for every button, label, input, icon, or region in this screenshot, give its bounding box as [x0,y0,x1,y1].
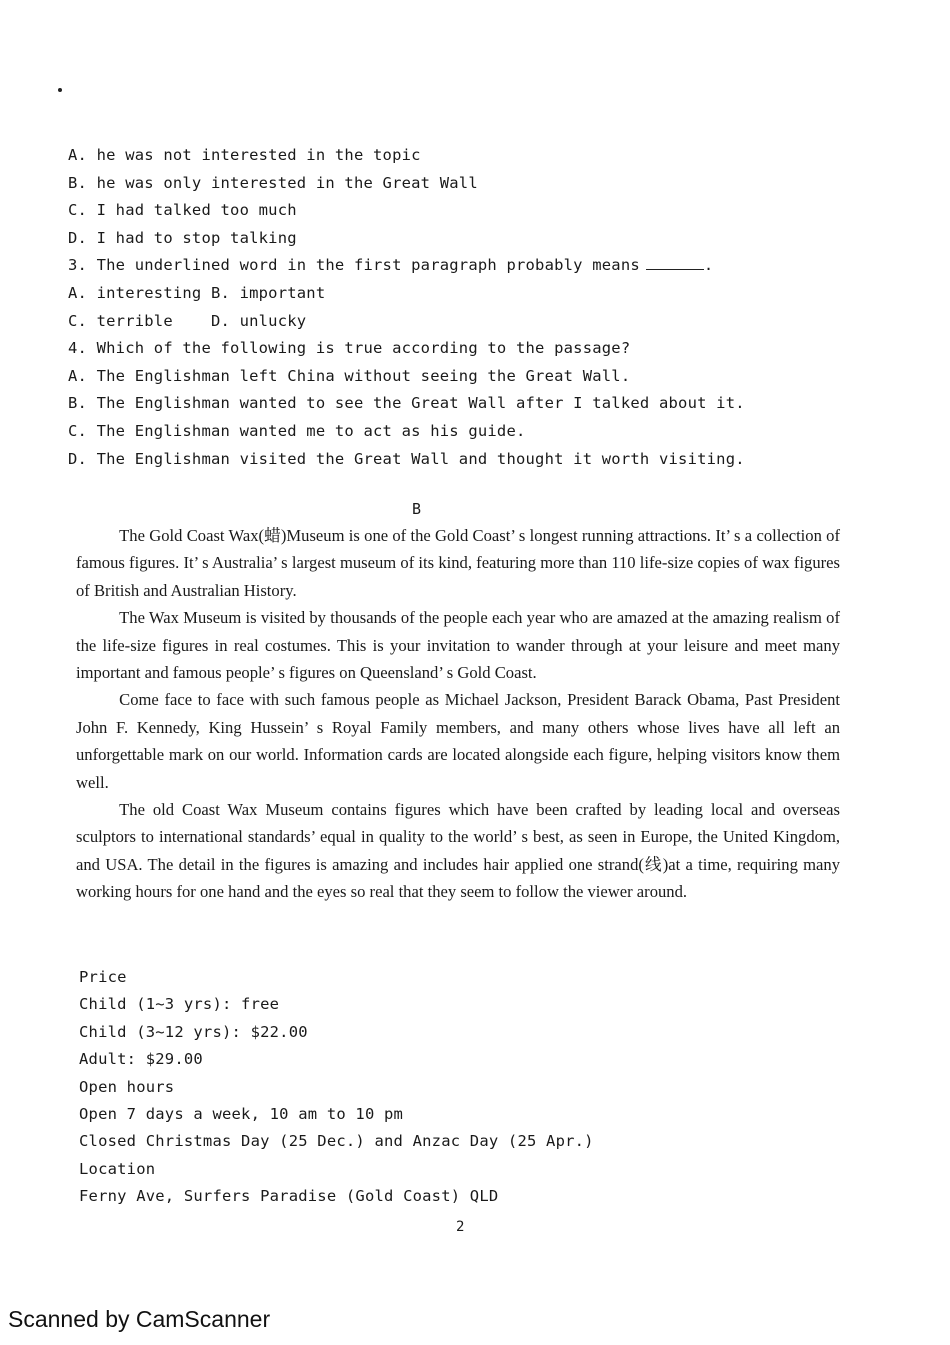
q4-option-b: B. The Englishman wanted to see the Great Wall after I talked about it. [68,394,745,413]
hours-closed: Closed Christmas Day (25 Dec.) and Anzac Day (25 Apr.) [79,1132,594,1151]
hours-heading: Open hours [79,1077,175,1096]
question-options-block [68,142,768,473]
q4-option-c: C. The Englishman wanted me to act as his guide. [68,421,526,440]
hours-open: Open 7 days a week, 10 am to 10 pm [79,1105,404,1124]
passage [76,522,840,906]
q3-option-ab: A. interesting B. important [68,283,326,302]
question-4: 4. Which of the following is true according to the passage? [68,339,631,358]
location-address: Ferny Ave, Surfers Paradise (Gold Coast) QLD [79,1187,499,1206]
option-d: D. I had to stop talking [68,228,297,247]
question-3 [68,252,768,280]
option-b: B. he was only interested in the Great Wall [68,173,478,192]
price-adult: Adult: $29.00 [79,1050,203,1069]
page-number: 2 [456,1219,465,1235]
question-3-text: 3. The underlined word in the first paragraph probably means [68,256,640,275]
question-3-end: . [703,256,714,275]
q4-option-d: D. The Englishman visited the Great Wall and thought it worth visiting. [68,449,745,468]
scan-speck [58,88,62,92]
q3-option-cd: C. terrible D. unlucky [68,311,307,330]
price-child-young: Child (1~3 yrs): free [79,995,280,1014]
option-c: C. I had talked too much [68,201,297,220]
paragraph: The Wax Museum is visited by thousands of the people each year who are amazed at the amazing realism of the life-size figures in real costumes. This is your invitation to wander through at your leisure and meet many important and famous people’ s figures on Queensland’ s Gold Coast. [76,608,840,683]
option-a: A. he was not interested in the topic [68,146,421,164]
section-label: B [412,500,422,518]
location-heading: Location [79,1159,156,1178]
paragraph: The Gold Coast Wax(蜡)Museum is one of the Gold Coast’ s longest running attractions. It’ s a collection of famous figures. It’ s Australia’ s largest museum of its kind, featuring more than 110 life-size copies of wax figures of British and Australian History. [76,526,840,600]
paragraph: The old Coast Wax Museum contains figures which have been crafted by leading local and overseas sculptors to international standards’ equal in quality to the world’ s best, as seen in Europe, the United Kingdom, and USA. The detail in the figures is amazing and includes hair applied one strand(线)at a time, requiring many working hours for one hand and the eyes so real that they seem to follow the viewer around. [76,800,840,902]
price-child-old: Child (3~12 yrs): $22.00 [79,1022,308,1041]
q4-option-a: A. The Englishman left China without seeing the Great Wall. [68,366,631,385]
answer-blank [646,257,704,270]
paragraph: Come face to face with such famous people as Michael Jackson, President Barack Obama, Past President John F. Kennedy, King Hussein’ s Royal Family members, and many others whose lives have all left an unforgettable mark on our world. Information cards are located alongside each figure, helping visitors know them well. [76,690,840,792]
scanner-watermark: Scanned by CamScanner [8,1306,271,1332]
museum-info [79,964,679,1211]
price-heading: Price [79,968,127,986]
